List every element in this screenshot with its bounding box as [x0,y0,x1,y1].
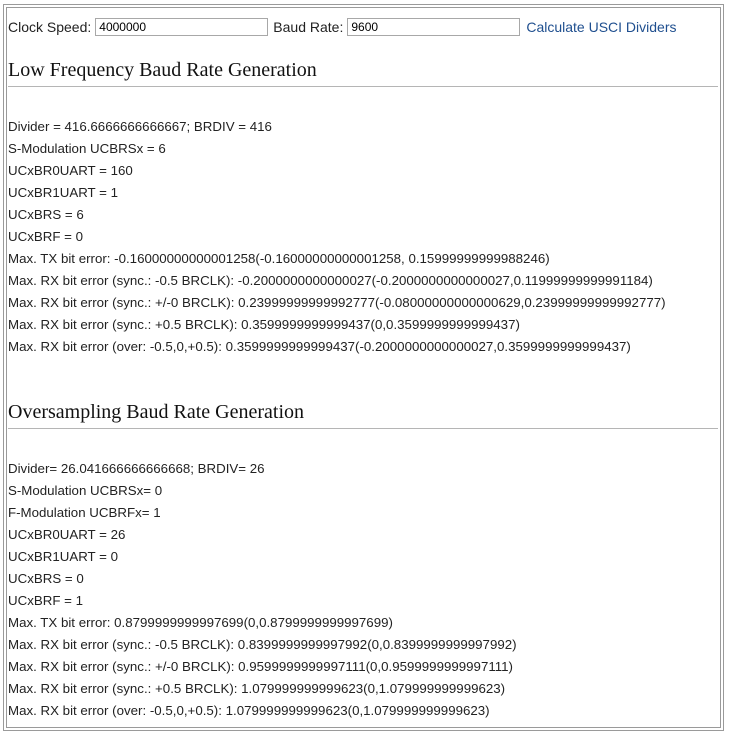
result-line: Divider = 416.6666666666667; BRDIV = 416 [8,119,272,134]
input-bar [8,14,718,40]
calculator-content [8,14,718,722]
result-line: Max. RX bit error (sync.: +/-0 BRCLK): 0.23999999999992777(-0.08000000000000629,0.23999999999992777) [8,295,666,310]
low-frequency-title: Low Frequency Baud Rate Generation [8,59,718,87]
clock-speed-input[interactable] [95,18,268,36]
result-line: UCxBR0UART = 160 [8,163,133,178]
result-line: Max. TX bit error: -0.16000000000001258(-0.16000000000001258, 0.15999999999988246) [8,251,550,266]
result-line: UCxBR1UART = 0 [8,549,118,564]
baud-rate-label: Baud Rate: [273,19,344,35]
result-line: UCxBR1UART = 1 [8,185,118,200]
result-line: S-Modulation UCBRSx= 0 [8,483,163,498]
clock-speed-label: Clock Speed: [8,19,92,35]
result-line: Max. RX bit error (sync.: -0.5 BRCLK): -0.2000000000000027(-0.2000000000000027,0.11999999999991184) [8,273,653,288]
result-line: Max. RX bit error (over: -0.5,0,+0.5): 1.079999999999623(0,1.079999999999623) [8,703,490,718]
result-line: Max. RX bit error (sync.: +0.5 BRCLK): 1.079999999999623(0,1.079999999999623) [8,681,506,696]
result-line: F-Modulation UCBRFx= 1 [8,505,161,520]
result-line: Divider= 26.041666666666668; BRDIV= 26 [8,461,265,476]
baud-rate-input[interactable] [347,18,520,36]
result-line: Max. RX bit error (sync.: +0.5 BRCLK): 0.3599999999999437(0,0.3599999999999437) [8,317,520,332]
oversampling-title: Oversampling Baud Rate Generation [8,401,718,429]
result-line: Max. RX bit error (over: -0.5,0,+0.5): 0.3599999999999437(-0.2000000000000027,0.3599999999999437) [8,339,631,354]
result-line: Max. RX bit error (sync.: -0.5 BRCLK): 0.8399999999997992(0,0.8399999999997992) [8,637,517,652]
result-line: Max. TX bit error: 0.8799999999997699(0,0.8799999999997699) [8,615,393,630]
oversampling-results [8,458,718,722]
result-line: UCxBRS = 6 [8,207,84,222]
result-line: UCxBR0UART = 26 [8,527,126,542]
result-line: UCxBRS = 0 [8,571,84,586]
result-line: UCxBRF = 0 [8,229,83,244]
calculate-usci-dividers-link[interactable]: Calculate USCI Dividers [526,19,677,35]
result-line: Max. RX bit error (sync.: +/-0 BRCLK): 0.9599999999997111(0,0.9599999999997111) [8,659,513,674]
result-line: UCxBRF = 1 [8,593,83,608]
result-line: S-Modulation UCBRSx = 6 [8,141,166,156]
low-frequency-results [8,116,718,358]
